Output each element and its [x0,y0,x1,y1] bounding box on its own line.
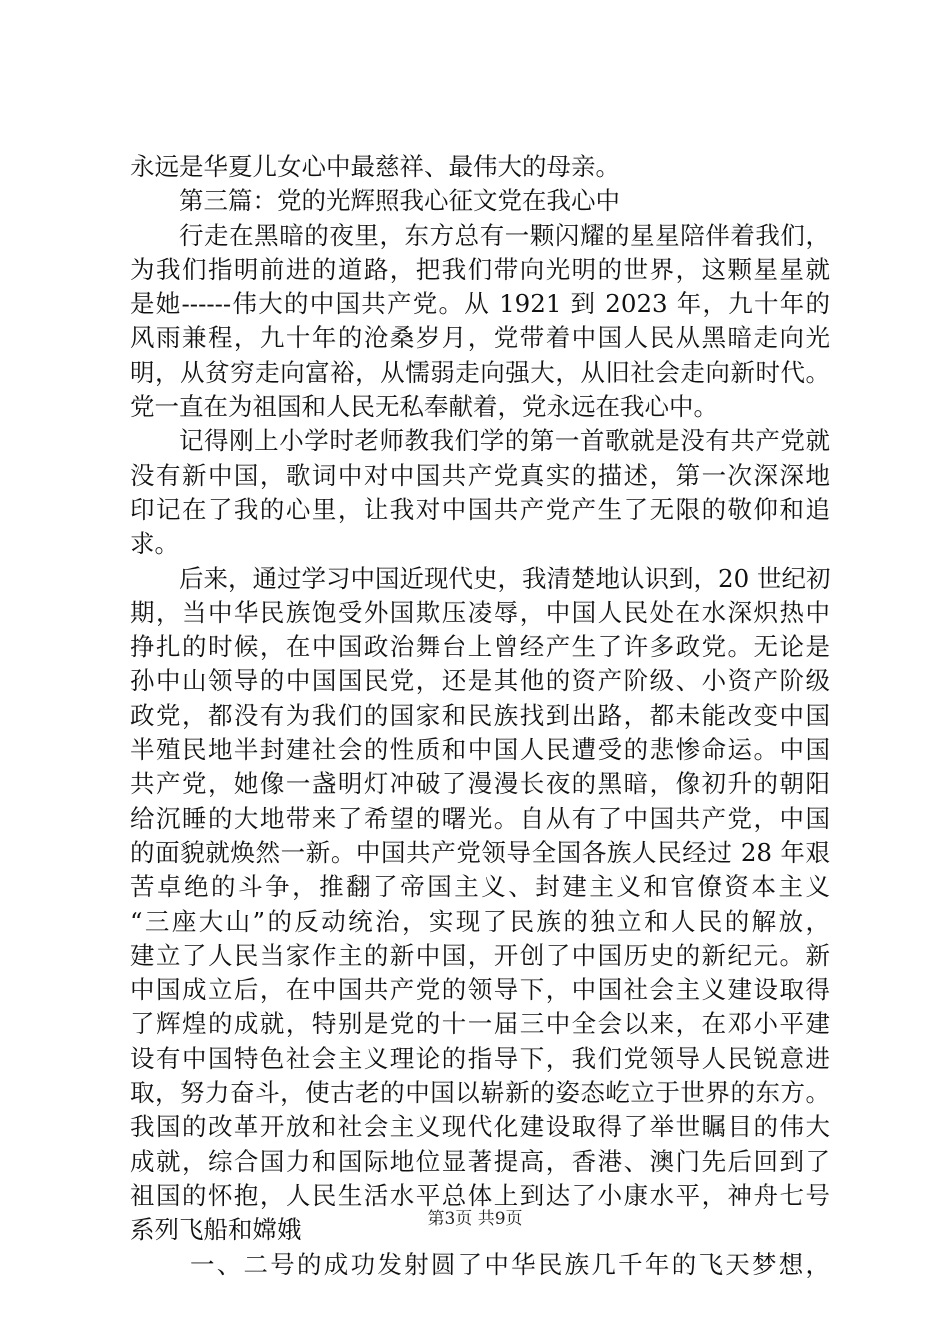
text-line: 明，从贫穷走向富裕，从懦弱走向强大，从旧社会走向新时代。 [130,357,830,387]
text-line: 风雨兼程，九十年的沧桑岁月，党带着中国人民从黑暗走向光 [130,323,830,353]
text-line: 共产党，她像一盏明灯冲破了漫漫长夜的黑暗，像初升的朝阳 [130,769,830,799]
text-line: 挣扎的时候，在中国政治舞台上曾经产生了许多政党。无论是 [130,632,830,662]
text-line: 求。 [130,529,179,559]
text-line: 政党，都没有为我们的国家和民族找到出路，都未能改变中国 [130,700,830,730]
text-line: 我国的改革开放和社会主义现代化建设取得了举世瞩目的伟大 [130,1112,830,1142]
text-line: “三座大山”的反动统治，实现了民族的独立和人民的解放， [130,906,830,936]
text-line: 的面貌就焕然一新。中国共产党领导全国各族人民经过 28 年艰 [130,837,830,867]
text-line: 孙中山领导的中国国民党，还是其他的资产阶级、小资产阶级 [130,666,830,696]
text-line: 一、二号的成功发射圆了中华民族几千年的飞天梦想， [190,1249,830,1279]
text-line: 祖国的怀抱，人民生活水平总体上到达了小康水平，神舟七号 [130,1180,830,1210]
text-line: 后来，通过学习中国近现代史，我清楚地认识到，20 世纪初 [179,563,830,593]
section-heading: 第三篇：党的光辉照我心征文党在我心中 [179,186,620,216]
text-line: 系列飞船和嫦娥 [130,1215,302,1245]
text-line: 成就，综合国力和国际地位显著提高，香港、澳门先后回到了 [130,1146,830,1176]
text-line: 行走在黑暗的夜里，东方总有一颗闪耀的星星陪伴着我们， [179,220,830,250]
text-line: 党一直在为祖国和人民无私奉献着，党永远在我心中。 [130,392,718,422]
text-line: 半殖民地半封建社会的性质和中国人民遭受的悲惨命运。中国 [130,735,830,765]
text-line: 期，当中华民族饱受外国欺压凌辱，中国人民处在水深炽热中 [130,597,830,627]
text-line: 印记在了我的心里，让我对中国共产党产生了无限的敬仰和追 [130,494,830,524]
text-line: 没有新中国，歌词中对中国共产党真实的描述，第一次深深地 [130,460,830,490]
page-number: 第3页 共9页 [427,1209,523,1229]
text-line: 给沉睡的大地带来了希望的曙光。自从有了中国共产党，中国 [130,803,830,833]
text-line: 记得刚上小学时老师教我们学的第一首歌就是没有共产党就 [179,426,830,456]
text-line: 建立了人民当家作主的新中国，开创了中国历史的新纪元。新 [130,940,830,970]
document-body [130,150,830,1282]
text-line: 了辉煌的成就，特别是党的十一届三中全会以来，在邓小平建 [130,1009,830,1039]
text-line: 苦卓绝的斗争，推翻了帝国主义、封建主义和官僚资本主义 [130,872,830,902]
text-line: 设有中国特色社会主义理论的指导下，我们党领导人民锐意进 [130,1043,830,1073]
text-line: 取，努力奋斗，使古老的中国以崭新的姿态屹立于世界的东方。 [130,1078,830,1108]
text-line: 为我们指明前进的道路，把我们带向光明的世界，这颗星星就 [130,254,830,284]
text-line: 中国成立后，在中国共产党的领导下，中国社会主义建设取得 [130,975,830,1005]
text-line: 永远是华夏儿女心中最慈祥、最伟大的母亲。 [130,152,620,181]
text-line: 是她------伟大的中国共产党。从 1921 到 2023 年，九十年的 [130,289,830,319]
